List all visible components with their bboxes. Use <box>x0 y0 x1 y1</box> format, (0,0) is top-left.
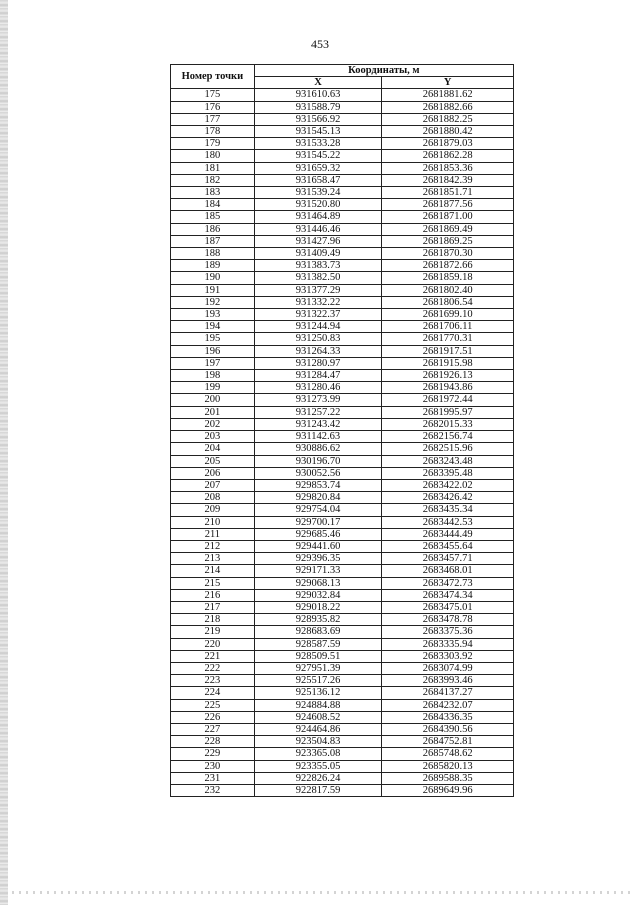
cell-point-number: 176 <box>171 101 255 113</box>
table-row <box>171 162 514 174</box>
cell-point-number: 230 <box>171 760 255 772</box>
cell-y: 2683074.99 <box>382 662 514 674</box>
cell-y: 2683435.34 <box>382 504 514 516</box>
table-row <box>171 760 514 772</box>
cell-y: 2682156.74 <box>382 431 514 443</box>
header-y: Y <box>382 77 514 89</box>
cell-y: 2681870.30 <box>382 248 514 260</box>
cell-x: 929032.84 <box>254 589 382 601</box>
cell-point-number: 178 <box>171 126 255 138</box>
cell-point-number: 181 <box>171 162 255 174</box>
table-row <box>171 126 514 138</box>
cell-y: 2681972.44 <box>382 394 514 406</box>
cell-point-number: 210 <box>171 516 255 528</box>
cell-y: 2681995.97 <box>382 406 514 418</box>
cell-x: 931539.24 <box>254 187 382 199</box>
cell-point-number: 219 <box>171 626 255 638</box>
table-row <box>171 516 514 528</box>
table-row <box>171 699 514 711</box>
cell-point-number: 175 <box>171 89 255 101</box>
cell-point-number: 213 <box>171 553 255 565</box>
cell-point-number: 203 <box>171 431 255 443</box>
cell-x: 928683.69 <box>254 626 382 638</box>
cell-x: 927951.39 <box>254 662 382 674</box>
cell-y: 2681881.62 <box>382 89 514 101</box>
cell-point-number: 229 <box>171 748 255 760</box>
cell-x: 924608.52 <box>254 711 382 723</box>
cell-point-number: 227 <box>171 723 255 735</box>
coordinates-table <box>170 64 514 797</box>
cell-y: 2682515.96 <box>382 443 514 455</box>
cell-y: 2683468.01 <box>382 565 514 577</box>
table-row <box>171 650 514 662</box>
cell-x: 925517.26 <box>254 675 382 687</box>
cell-y: 2683422.02 <box>382 479 514 491</box>
cell-x: 931382.50 <box>254 272 382 284</box>
cell-y: 2681851.71 <box>382 187 514 199</box>
table-row <box>171 260 514 272</box>
cell-x: 930196.70 <box>254 455 382 467</box>
cell-point-number: 226 <box>171 711 255 723</box>
cell-x: 928935.82 <box>254 614 382 626</box>
cell-x: 931446.46 <box>254 223 382 235</box>
table-row <box>171 504 514 516</box>
table-row <box>171 736 514 748</box>
table-row <box>171 174 514 186</box>
cell-y: 2683444.49 <box>382 528 514 540</box>
table-row <box>171 333 514 345</box>
cell-y: 2681877.56 <box>382 199 514 211</box>
cell-x: 931383.73 <box>254 260 382 272</box>
cell-x: 928587.59 <box>254 638 382 650</box>
cell-x: 931610.63 <box>254 89 382 101</box>
cell-point-number: 206 <box>171 467 255 479</box>
cell-x: 931243.42 <box>254 418 382 430</box>
cell-y: 2681882.25 <box>382 113 514 125</box>
cell-point-number: 222 <box>171 662 255 674</box>
cell-y: 2681943.86 <box>382 382 514 394</box>
table-row <box>171 565 514 577</box>
cell-y: 2689588.35 <box>382 772 514 784</box>
cell-y: 2683474.34 <box>382 589 514 601</box>
cell-x: 922817.59 <box>254 784 382 796</box>
table-row <box>171 296 514 308</box>
cell-y: 2683442.53 <box>382 516 514 528</box>
cell-x: 931545.13 <box>254 126 382 138</box>
cell-point-number: 186 <box>171 223 255 235</box>
table-row <box>171 248 514 260</box>
table-row <box>171 443 514 455</box>
cell-point-number: 182 <box>171 174 255 186</box>
cell-x: 931409.49 <box>254 248 382 260</box>
table-row <box>171 784 514 796</box>
cell-x: 931264.33 <box>254 345 382 357</box>
scan-edge-artifact <box>0 0 8 905</box>
cell-y: 2683335.94 <box>382 638 514 650</box>
cell-x: 923365.08 <box>254 748 382 760</box>
cell-point-number: 209 <box>171 504 255 516</box>
table-row <box>171 235 514 247</box>
cell-x: 931284.47 <box>254 370 382 382</box>
cell-point-number: 224 <box>171 687 255 699</box>
table-row <box>171 711 514 723</box>
cell-y: 2681802.40 <box>382 284 514 296</box>
scan-noise-artifact <box>12 891 630 894</box>
cell-y: 2681917.51 <box>382 345 514 357</box>
cell-point-number: 194 <box>171 321 255 333</box>
cell-y: 2689649.96 <box>382 784 514 796</box>
cell-x: 929441.60 <box>254 540 382 552</box>
table-row <box>171 394 514 406</box>
cell-x: 931659.32 <box>254 162 382 174</box>
cell-y: 2681699.10 <box>382 309 514 321</box>
cell-y: 2681770.31 <box>382 333 514 345</box>
cell-point-number: 202 <box>171 418 255 430</box>
table-row <box>171 479 514 491</box>
cell-x: 931427.96 <box>254 235 382 247</box>
cell-y: 2683472.73 <box>382 577 514 589</box>
cell-x: 929396.35 <box>254 553 382 565</box>
table-row <box>171 89 514 101</box>
table-row <box>171 431 514 443</box>
table-row <box>171 492 514 504</box>
table-row <box>171 662 514 674</box>
cell-point-number: 192 <box>171 296 255 308</box>
table-row <box>171 357 514 369</box>
table-row <box>171 284 514 296</box>
cell-x: 931533.28 <box>254 138 382 150</box>
header-point-number: Номер точки <box>171 65 255 89</box>
cell-point-number: 199 <box>171 382 255 394</box>
table-row <box>171 272 514 284</box>
cell-point-number: 190 <box>171 272 255 284</box>
cell-y: 2683993.46 <box>382 675 514 687</box>
cell-x: 923355.05 <box>254 760 382 772</box>
table-row <box>171 638 514 650</box>
cell-x: 929018.22 <box>254 601 382 613</box>
cell-point-number: 177 <box>171 113 255 125</box>
table-header <box>171 65 514 89</box>
cell-point-number: 180 <box>171 150 255 162</box>
cell-point-number: 221 <box>171 650 255 662</box>
cell-y: 2684752.81 <box>382 736 514 748</box>
cell-point-number: 185 <box>171 211 255 223</box>
cell-y: 2681926.13 <box>382 370 514 382</box>
cell-x: 929068.13 <box>254 577 382 589</box>
cell-point-number: 211 <box>171 528 255 540</box>
page-number: 453 <box>311 37 329 51</box>
cell-point-number: 232 <box>171 784 255 796</box>
cell-x: 925136.12 <box>254 687 382 699</box>
cell-y: 2681879.03 <box>382 138 514 150</box>
cell-point-number: 200 <box>171 394 255 406</box>
cell-y: 2684336.35 <box>382 711 514 723</box>
cell-x: 931588.79 <box>254 101 382 113</box>
table-row <box>171 589 514 601</box>
cell-x: 931377.29 <box>254 284 382 296</box>
table-row <box>171 748 514 760</box>
cell-point-number: 217 <box>171 601 255 613</box>
cell-y: 2681806.54 <box>382 296 514 308</box>
table-row <box>171 675 514 687</box>
cell-y: 2683426.42 <box>382 492 514 504</box>
cell-x: 930886.62 <box>254 443 382 455</box>
table-row <box>171 370 514 382</box>
table-row <box>171 113 514 125</box>
cell-point-number: 220 <box>171 638 255 650</box>
cell-x: 931566.92 <box>254 113 382 125</box>
cell-y: 2683243.48 <box>382 455 514 467</box>
cell-x: 931273.99 <box>254 394 382 406</box>
table-row <box>171 382 514 394</box>
cell-y: 2681869.25 <box>382 235 514 247</box>
cell-x: 924884.88 <box>254 699 382 711</box>
cell-point-number: 196 <box>171 345 255 357</box>
cell-y: 2683455.64 <box>382 540 514 552</box>
table-row <box>171 345 514 357</box>
cell-point-number: 218 <box>171 614 255 626</box>
table-row <box>171 199 514 211</box>
table-row <box>171 687 514 699</box>
cell-x: 931332.22 <box>254 296 382 308</box>
cell-x: 931520.80 <box>254 199 382 211</box>
cell-x: 929685.46 <box>254 528 382 540</box>
cell-point-number: 225 <box>171 699 255 711</box>
table-row <box>171 528 514 540</box>
cell-x: 929700.17 <box>254 516 382 528</box>
table-row <box>171 577 514 589</box>
table-row <box>171 772 514 784</box>
table-row <box>171 455 514 467</box>
cell-point-number: 214 <box>171 565 255 577</box>
cell-x: 929853.74 <box>254 479 382 491</box>
cell-point-number: 187 <box>171 235 255 247</box>
cell-y: 2681871.00 <box>382 211 514 223</box>
cell-y: 2684390.56 <box>382 723 514 735</box>
cell-point-number: 179 <box>171 138 255 150</box>
cell-y: 2685820.13 <box>382 760 514 772</box>
cell-y: 2685748.62 <box>382 748 514 760</box>
cell-y: 2683457.71 <box>382 553 514 565</box>
table-row <box>171 540 514 552</box>
cell-x: 931280.97 <box>254 357 382 369</box>
cell-y: 2681842.39 <box>382 174 514 186</box>
table-row <box>171 187 514 199</box>
cell-x: 931244.94 <box>254 321 382 333</box>
table-row <box>171 553 514 565</box>
cell-point-number: 228 <box>171 736 255 748</box>
cell-y: 2683475.01 <box>382 601 514 613</box>
table-row <box>171 418 514 430</box>
cell-point-number: 183 <box>171 187 255 199</box>
header-coordinates: Координаты, м <box>254 65 513 77</box>
cell-y: 2681872.66 <box>382 260 514 272</box>
table-row <box>171 467 514 479</box>
cell-y: 2684232.07 <box>382 699 514 711</box>
cell-x: 929820.84 <box>254 492 382 504</box>
cell-y: 2681859.18 <box>382 272 514 284</box>
cell-x: 931322.37 <box>254 309 382 321</box>
table-row <box>171 406 514 418</box>
cell-point-number: 204 <box>171 443 255 455</box>
cell-point-number: 191 <box>171 284 255 296</box>
cell-point-number: 195 <box>171 333 255 345</box>
cell-point-number: 212 <box>171 540 255 552</box>
table-row <box>171 626 514 638</box>
cell-point-number: 189 <box>171 260 255 272</box>
cell-point-number: 208 <box>171 492 255 504</box>
cell-y: 2681706.11 <box>382 321 514 333</box>
cell-y: 2683395.48 <box>382 467 514 479</box>
cell-y: 2681882.66 <box>382 101 514 113</box>
cell-point-number: 201 <box>171 406 255 418</box>
cell-y: 2681853.36 <box>382 162 514 174</box>
table-row <box>171 309 514 321</box>
table-row <box>171 101 514 113</box>
cell-x: 930052.56 <box>254 467 382 479</box>
cell-y: 2681880.42 <box>382 126 514 138</box>
cell-point-number: 188 <box>171 248 255 260</box>
cell-x: 931250.83 <box>254 333 382 345</box>
cell-x: 931142.63 <box>254 431 382 443</box>
cell-point-number: 184 <box>171 199 255 211</box>
cell-x: 929171.33 <box>254 565 382 577</box>
cell-y: 2683303.92 <box>382 650 514 662</box>
cell-point-number: 193 <box>171 309 255 321</box>
table-body <box>171 89 514 797</box>
cell-x: 931257.22 <box>254 406 382 418</box>
cell-point-number: 231 <box>171 772 255 784</box>
cell-x: 924464.86 <box>254 723 382 735</box>
cell-x: 923504.83 <box>254 736 382 748</box>
cell-y: 2682015.33 <box>382 418 514 430</box>
table-row <box>171 723 514 735</box>
table-row <box>171 321 514 333</box>
cell-point-number: 207 <box>171 479 255 491</box>
cell-x: 931280.46 <box>254 382 382 394</box>
cell-x: 931464.89 <box>254 211 382 223</box>
cell-point-number: 205 <box>171 455 255 467</box>
cell-x: 931658.47 <box>254 174 382 186</box>
cell-x: 928509.51 <box>254 650 382 662</box>
cell-point-number: 197 <box>171 357 255 369</box>
cell-y: 2681862.28 <box>382 150 514 162</box>
cell-y: 2683478.78 <box>382 614 514 626</box>
cell-point-number: 198 <box>171 370 255 382</box>
table-row <box>171 601 514 613</box>
cell-y: 2684137.27 <box>382 687 514 699</box>
table-row <box>171 223 514 235</box>
table-row <box>171 150 514 162</box>
header-x: X <box>254 77 382 89</box>
cell-point-number: 215 <box>171 577 255 589</box>
cell-x: 929754.04 <box>254 504 382 516</box>
cell-x: 931545.22 <box>254 150 382 162</box>
table-row <box>171 211 514 223</box>
cell-point-number: 216 <box>171 589 255 601</box>
cell-y: 2681869.49 <box>382 223 514 235</box>
cell-x: 922826.24 <box>254 772 382 784</box>
cell-y: 2683375.36 <box>382 626 514 638</box>
cell-y: 2681915.98 <box>382 357 514 369</box>
cell-point-number: 223 <box>171 675 255 687</box>
table-row <box>171 614 514 626</box>
table-row <box>171 138 514 150</box>
